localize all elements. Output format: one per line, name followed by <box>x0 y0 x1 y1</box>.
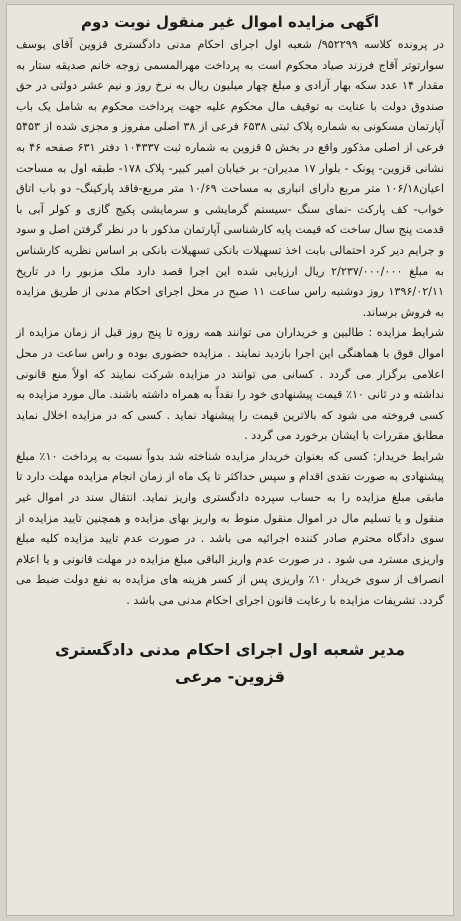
notice-body <box>7 35 453 612</box>
notice-paragraph-case: در پرونده کلاسه ۹۵۲۲۹۹/ شعبه اول اجرای احکام مدنی دادگستری قزوین آقای یوسف سوارتوتر آقاج فرزند صیاد محکوم است به پرداخت مهرالمسمی زوجه خانم صدیقه ستار به مقدار ۱۴ عدد سکه بهار آزادی و مبلغ چهار میلیون ریال به نرخ روز و نیم عشر دولتی در حق صندوق دولت با عنایت به توقیف مال محکوم علیه جهت پرداخت محکوم به شامل یک باب آپارتمان مسکونی به شماره پلاک ثبتی ۶۵۳۸ فرعی از ۳۸ اصلی مفروز و مجزی شده از ۵۴۵۳ فرعی از اصلی مذکور واقع در بخش ۵ قزوین به شماره ثبت ۱۰۴۳۳۷ دفتر ۶۳۱ صفحه ۴۶ به نشانی قزوین- پونک - بلوار ۱۷ مدیران- بر خیابان امیر کبیر- پلاک ۱۷۸- طبقه اول به مساحت اعیان۱۰۶/۱۸ متر مربع دارای انباری به مساحت ۱۰/۶۹ متر مربع-فاقد پارکینگ- دو باب اتاق خواب- کف پارکت -نمای سنگ -سیستم گرمایشی و سرمایشی پکیج گازی و کولر آبی با قدمت پنج سال ساخت که قیمت پایه کارشناسی آپارتمان مذکور با در نظر گرفتن اصل و سود و جرایم دیر کرد احتمالی بابت اخذ تسهیلات بانکی تسهیلات بانکی بر اساس نظریه کارشناس به مبلغ ۲/۲۳۷/۰۰۰/۰۰۰ ریال ارزیابی شده این اجرا قصد دارد ملک مزبور را در تاریخ ۱۳۹۶/۰۲/۱۱ روز دوشنبه راس ساعت ۱۱ صبح در محل اجرای احکام مدنی از طریق مزایده به فروش برساند. <box>16 38 445 319</box>
notice-paragraph-auction-terms: شرایط مزایده : طالبین و خریداران می توانند همه روزه تا پنج روز قبل از زمان مزایده از اموال فوق با هماهنگی این اجرا بازدید نمایند . مزایده حضوری بوده و راس ساعت در محل اعلامی برگزار می گردد . کسانی می توانند در مزایده شرکت نمایند که اولاً منع قانونی نداشته و در ثانی ۱۰٪ قیمت پیشنهادی خود را نقداً به همراه داشته باشند. مال مورد مزایده به کسی فروخته می شود که بالاترین قیمت را پیشنهاد نماید . کسی که در مزایده اخلال نماید مطابق مقررات با ایشان برخورد می گردد . <box>16 326 444 443</box>
notice-title: اگهی مزایده اموال غیر منقول نوبت دوم <box>80 13 380 31</box>
notice-paper <box>6 4 454 916</box>
signature-title: مدیر شعبه اول اجرای احکام مدنی دادگستری <box>55 639 405 659</box>
signature-name: قزوین- مرعی <box>175 666 285 686</box>
signature-block <box>7 636 453 690</box>
notice-paragraph-buyer-terms: شرایط خریدار: کسی که بعنوان خریدار مزایده شناخته شد بدواً نسبت به پرداخت ۱۰٪ مبلغ پیشنهادی به صورت نقدی اقدام و سپس حداکثر تا یک ماه از زمان انجام مزایده مهلت دارد تا مابقی مبلغ مزایده را به حساب سپرده دادگستری واریز نماید. انتقال سند در اموال غیر منقول و یا تسلیم مال در اموال منقول منوط به واریز بهای مزایده و همچنین تایید مزایده از سوی دادگاه محترم صادر کننده اجرائیه می باشد . در صورت عدم تایید مزایده کلیه مبلغ واریزی مسترد می شود . در صورت عدم واریز الباقی مبلغ مزایده در مهلت قانونی و یا اعلام انصراف از سوی خریدار ۱۰٪ واریزی پس از کسر هزینه های مزایده به نفع دولت ضبط می گردد. تشریفات مزایده با رعایت قانون اجرای احکام مدنی می باشد . <box>16 449 444 608</box>
